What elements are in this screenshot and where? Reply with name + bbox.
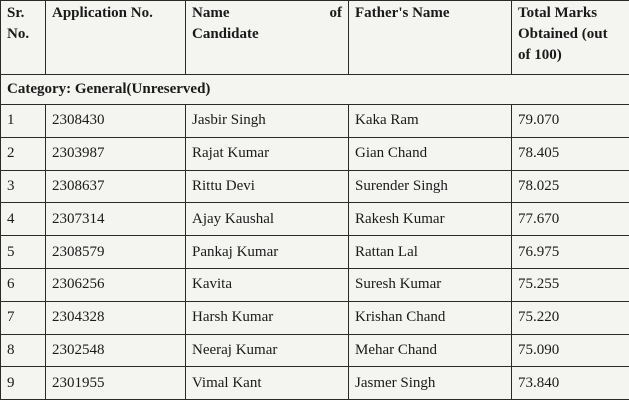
cell-candidate-name: Jasbir Singh [186,105,349,138]
header-candidate-name [186,1,349,75]
cell-total-marks: 75.090 [512,334,629,367]
cell-total-marks: 77.670 [512,203,629,236]
cell-application-no: 2308579 [46,236,186,269]
header-total-marks: Total Marks Obtained (out of 100) [512,1,629,75]
table-row [1,203,629,236]
cell-father-name: Krishan Chand [349,301,512,334]
cell-total-marks: 78.025 [512,170,629,203]
table-row [1,301,629,334]
cell-application-no: 2302548 [46,334,186,367]
cell-candidate-name: Kavita [186,268,349,301]
table-row [1,170,629,203]
cell-sr-no: 7 [1,301,46,334]
cell-application-no: 2307314 [46,203,186,236]
cell-candidate-name: Pankaj Kumar [186,236,349,269]
cell-application-no: 2301955 [46,367,186,400]
cell-total-marks: 76.975 [512,236,629,269]
category-label: Category: General(Unreserved) [1,75,629,105]
cell-sr-no: 5 [1,236,46,269]
cell-total-marks: 78.405 [512,137,629,170]
cell-father-name: Suresh Kumar [349,268,512,301]
header-sr-no: Sr. No. [1,1,46,75]
cell-sr-no: 6 [1,268,46,301]
table-row [1,137,629,170]
table-row [1,334,629,367]
cell-candidate-name: Rittu Devi [186,170,349,203]
cell-father-name: Mehar Chand [349,334,512,367]
header-candidate-label: Candidate [192,26,259,42]
cell-father-name: Gian Chand [349,137,512,170]
header-father-name: Father's Name [349,1,512,75]
cell-sr-no: 8 [1,334,46,367]
cell-application-no: 2304328 [46,301,186,334]
cell-candidate-name: Ajay Kaushal [186,203,349,236]
cell-total-marks: 79.070 [512,105,629,138]
cell-application-no: 2308637 [46,170,186,203]
table-row [1,367,629,400]
cell-father-name: Jasmer Singh [349,367,512,400]
table-row [1,268,629,301]
cell-father-name: Kaka Ram [349,105,512,138]
cell-application-no: 2308430 [46,105,186,138]
cell-sr-no: 3 [1,170,46,203]
cell-total-marks: 73.840 [512,367,629,400]
cell-total-marks: 75.220 [512,301,629,334]
cell-total-marks: 75.255 [512,268,629,301]
cell-candidate-name: Vimal Kant [186,367,349,400]
cell-father-name: Surender Singh [349,170,512,203]
cell-father-name: Rakesh Kumar [349,203,512,236]
cell-father-name: Rattan Lal [349,236,512,269]
category-row [1,75,629,105]
cell-application-no: 2303987 [46,137,186,170]
cell-sr-no: 2 [1,137,46,170]
cell-sr-no: 1 [1,105,46,138]
table-header-row [1,1,629,75]
header-name-of: of [329,5,342,21]
header-application-no: Application No. [46,1,186,75]
header-name-label: Name [192,5,230,21]
cell-sr-no: 9 [1,367,46,400]
cell-application-no: 2306256 [46,268,186,301]
cell-candidate-name: Rajat Kumar [186,137,349,170]
table-row [1,105,629,138]
cell-sr-no: 4 [1,203,46,236]
cell-candidate-name: Harsh Kumar [186,301,349,334]
table-row [1,236,629,269]
cell-candidate-name: Neeraj Kumar [186,334,349,367]
